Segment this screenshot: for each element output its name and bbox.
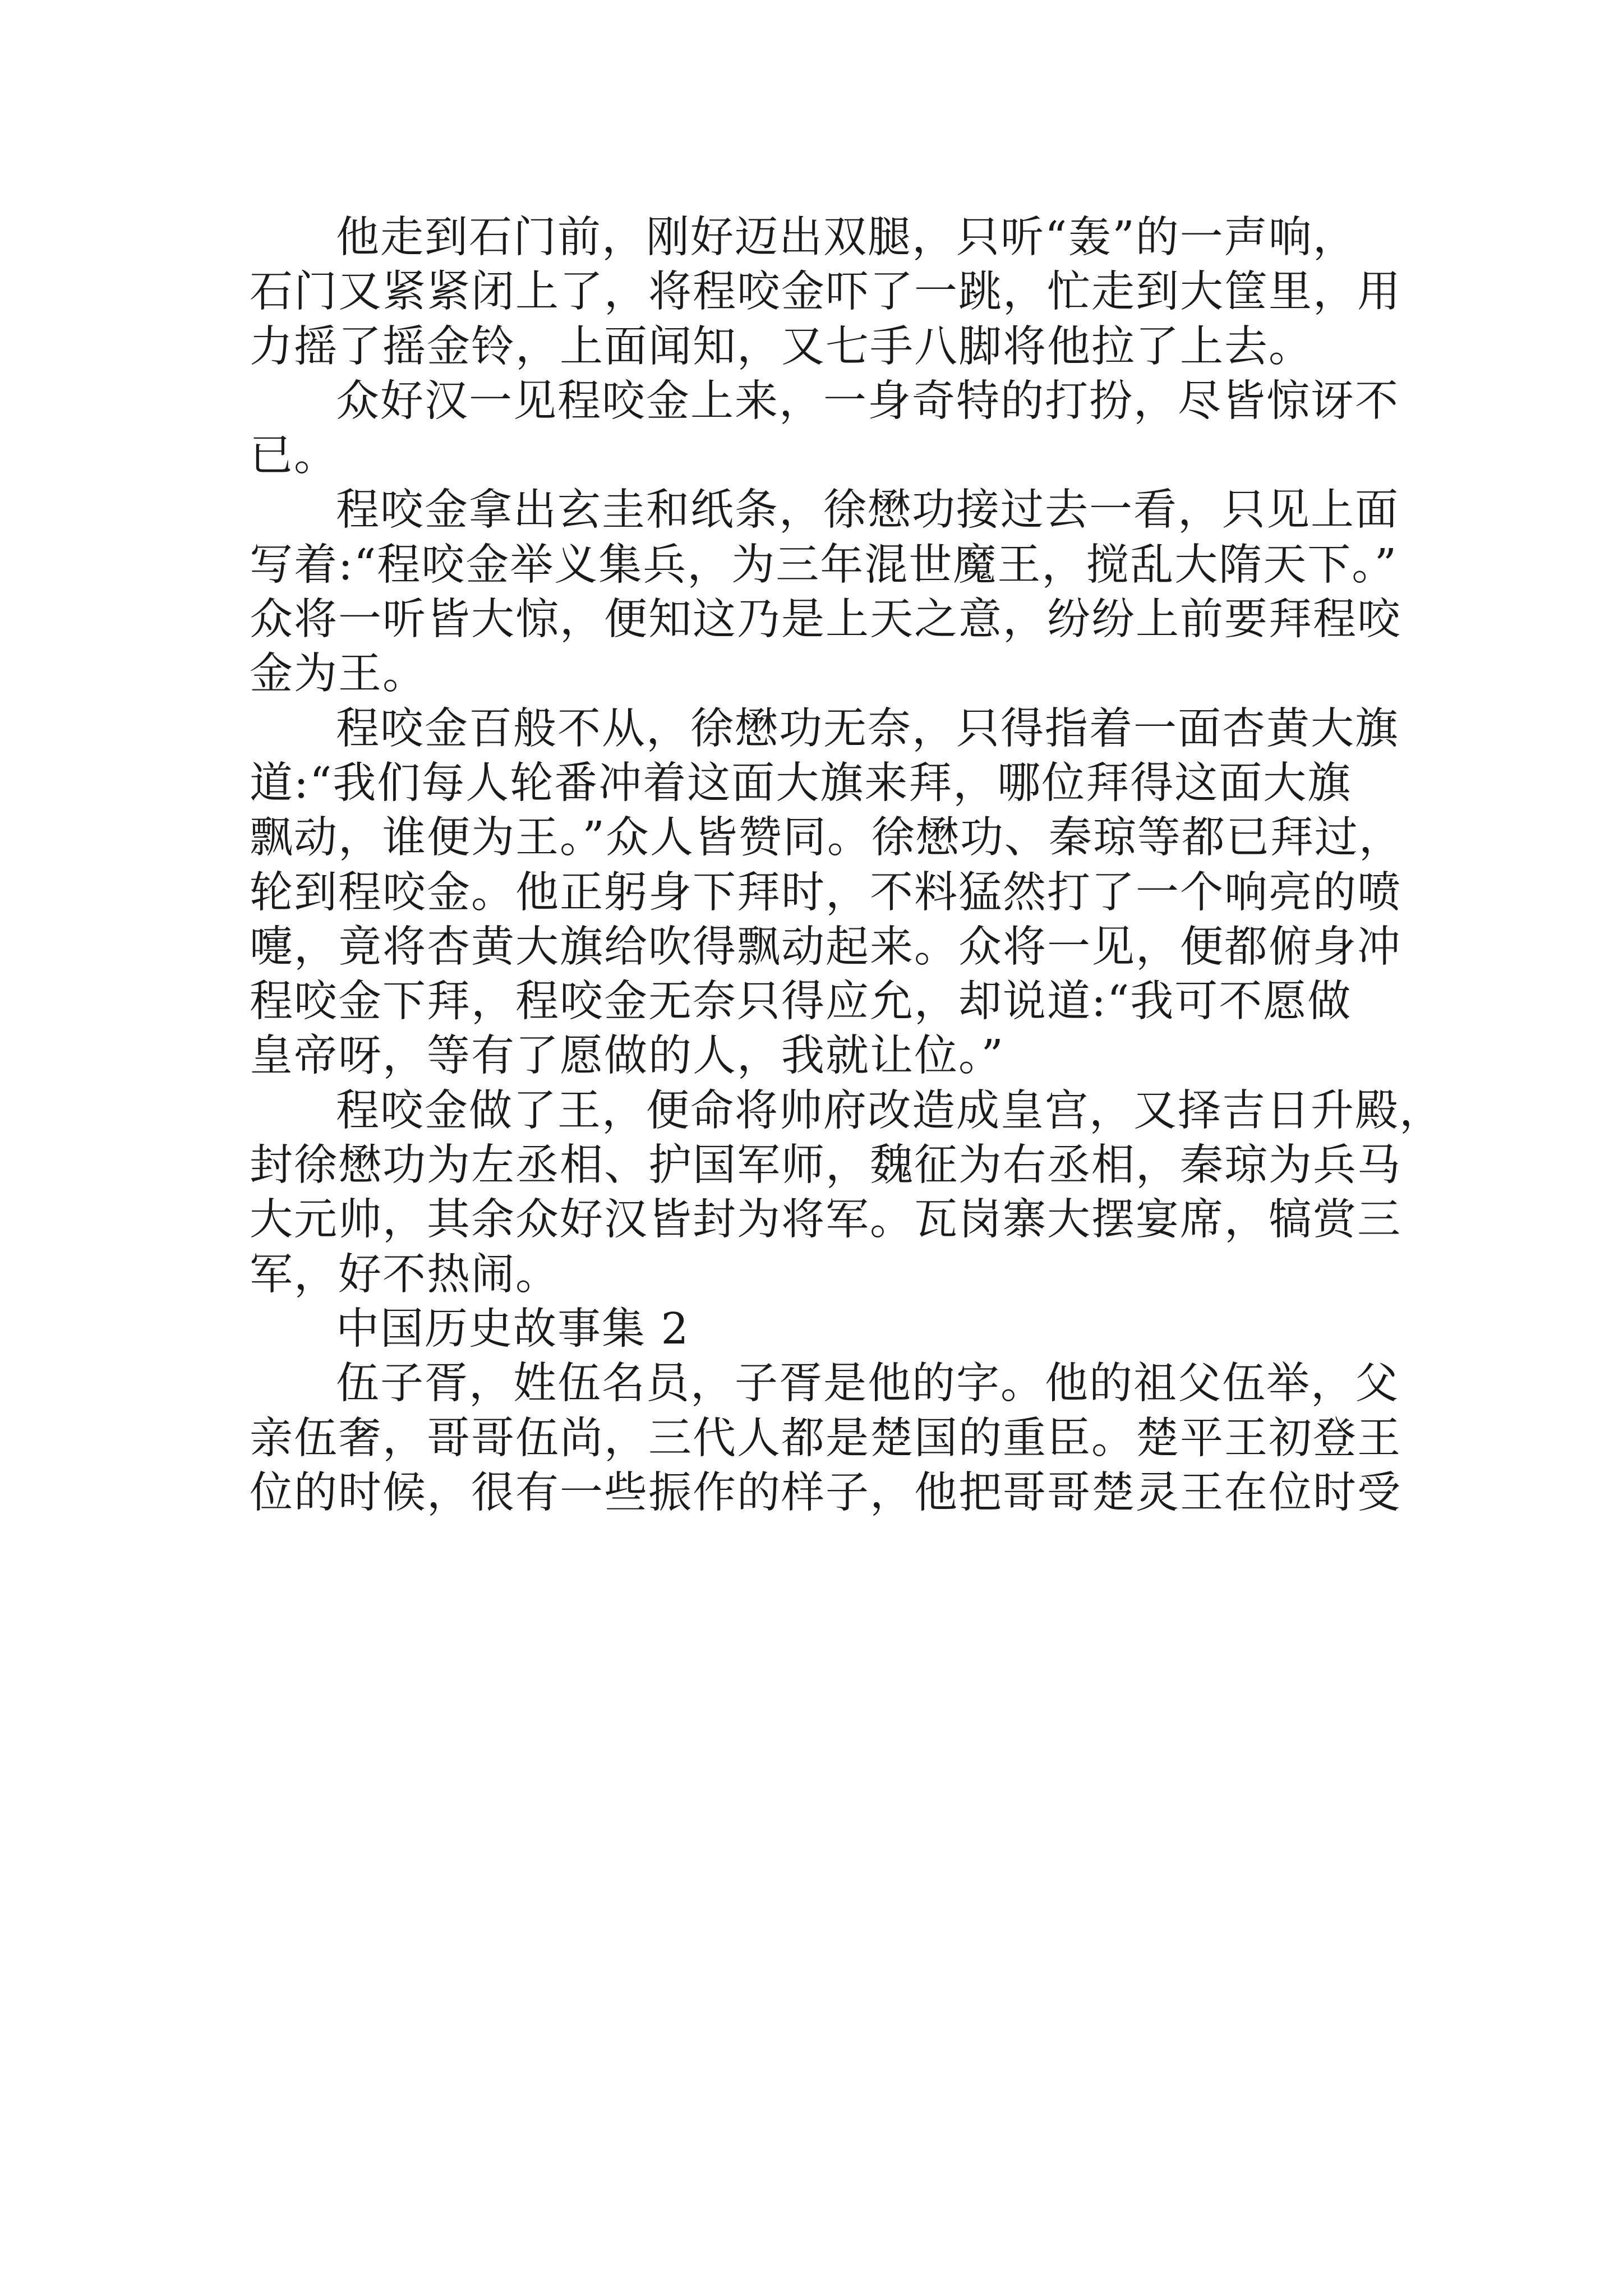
text-line: 位的时候，很有一些振作的样子，他把哥哥楚灵王在位时受 [250, 1467, 1401, 1518]
text-line: 皇帝呀，等有了愿做的人，我就让位。” [250, 1031, 1004, 1082]
text-line: 众将一听皆大惊，便知这乃是上天之意，纷纷上前要拜程咬 [250, 595, 1401, 645]
text-line: 大元帅，其余众好汉皆封为将军。瓦岗寨大摆宴席，犒赏三 [250, 1195, 1401, 1245]
text-line: 伍子胥，姓伍名员，子胥是他的字。他的祖父伍举，父 [336, 1359, 1399, 1409]
text-line: 军，好不热闹。 [250, 1249, 560, 1300]
text-line: 他走到石门前，刚好迈出双腿，只听“轰”的一声响， [336, 213, 1357, 263]
text-line: 力摇了摇金铃，上面闻知，又七手八脚将他拉了上去。 [250, 321, 1313, 372]
text-line: 亲伍奢，哥哥伍尚，三代人都是楚国的重臣。楚平王初登王 [250, 1413, 1401, 1464]
text-line: 石门又紧紧闭上了，将程咬金吓了一跳，忙走到大筐里，用 [250, 267, 1401, 318]
text-line: 中国历史故事集 2 [336, 1304, 690, 1354]
text-line: 封徐懋功为左丞相、护国军师，魏征为右丞相，秦琼为兵马 [250, 1140, 1401, 1191]
text-line: 金为王。 [250, 649, 427, 700]
text-line: 众好汉一见程咬金上来，一身奇特的打扮，尽皆惊讶不 [336, 376, 1399, 426]
text-line: 程咬金拿出玄圭和纸条，徐懋功接过去一看，只见上面 [336, 485, 1399, 536]
text-line: 嚏，竟将杏黄大旗给吹得飘动起来。众将一见，便都俯身冲 [250, 922, 1401, 972]
text-line: 道:“我们每人轮番冲着这面大旗来拜，哪位拜得这面大旗 [250, 758, 1352, 808]
text-line: 已。 [250, 431, 338, 481]
text-line: 写着:“程咬金举义集兵，为三年混世魔王，搅乱大隋天下。” [250, 540, 1398, 590]
text-line: 程咬金下拜，程咬金无奈只得应允，却说道:“我可不愿做 [250, 977, 1352, 1027]
text-line: 程咬金百般不从，徐懋功无奈，只得指着一面杏黄大旗 [336, 703, 1399, 754]
text-line: 飘动，谁便为王。”众人皆赞同。徐懋功、秦琼等都已拜过， [250, 813, 1403, 863]
text-line: 轮到程咬金。他正躬身下拜时，不料猛然打了一个响亮的喷 [250, 867, 1401, 918]
text-line: 程咬金做了王，便命将帅府改造成皇宫，又择吉日升殿， [336, 1085, 1444, 1136]
document-body [250, 210, 1444, 1520]
